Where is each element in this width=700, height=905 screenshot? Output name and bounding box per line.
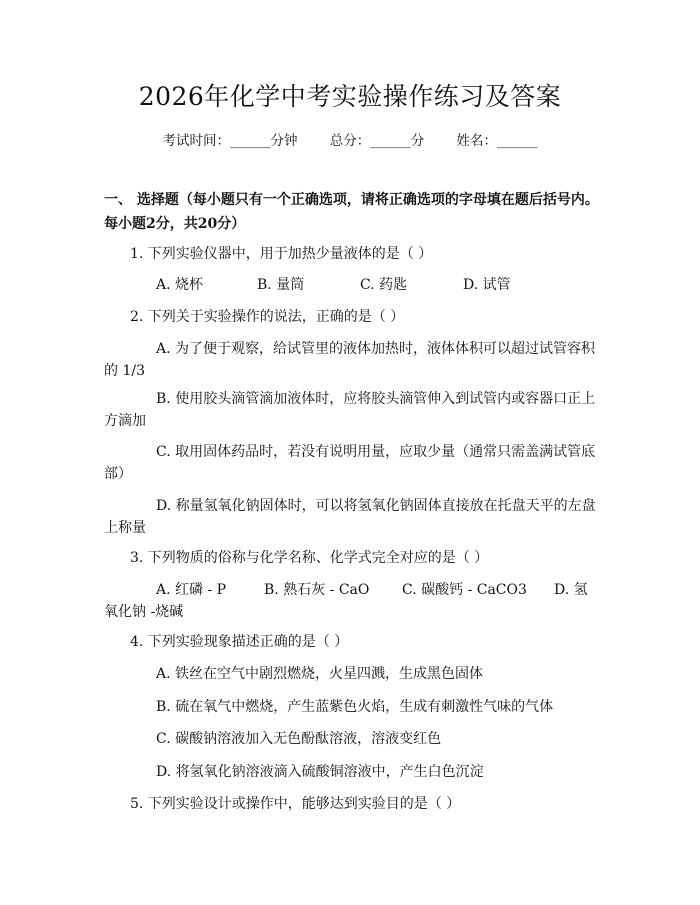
total-score-field: 总分：______分 xyxy=(329,133,425,149)
question-3-stem: 3. 下列物质的俗称与化学名称、化学式完全对应的是（ ） xyxy=(130,550,489,566)
option-b: B. 熟石灰 - CaO xyxy=(264,582,370,598)
question-2-option-b-cont: 方滴加 xyxy=(104,413,146,429)
option-c: C. 碳酸钙 - CaCO3 xyxy=(402,582,527,598)
question-2-stem: 2. 下列关于实验操作的说法，正确的是（ ） xyxy=(130,309,405,325)
question-5-stem: 5. 下列实验设计或操作中，能够达到实验目的是（ ） xyxy=(130,796,461,812)
question-1-stem: 1. 下列实验仪器中，用于加热少量液体的是（ ） xyxy=(130,246,433,262)
question-3-options xyxy=(156,580,588,600)
section-heading-cont: 每小题2分，共20分） xyxy=(104,216,246,232)
question-2-option-a-cont: 的 1/3 xyxy=(104,363,145,379)
question-4-stem: 4. 下列实验现象描述正确的是（ ） xyxy=(130,634,349,650)
option-d: D. 试管 xyxy=(463,277,511,293)
question-4-option-b: B. 硫在氧气中燃烧，产生蓝紫色火焰，生成有刺激性气味的气体 xyxy=(156,699,554,715)
option-d: D. 氢 xyxy=(554,582,588,598)
exam-meta xyxy=(0,131,700,151)
question-4-option-d: D. 将氢氧化钠溶液滴入硫酸铜溶液中，产生白色沉淀 xyxy=(156,764,484,780)
student-name-field: 姓名：______ xyxy=(456,133,538,149)
question-2-option-a: A. 为了便于观察，给试管里的液体加热时，液体体积可以超过试管容积 xyxy=(156,341,596,357)
option-a: A. 烧杯 xyxy=(156,277,204,293)
question-1-options xyxy=(156,275,511,295)
question-2-option-b: B. 使用胶头滴管滴加液体时，应将胶头滴管伸入到试管内或容器口正上 xyxy=(156,391,596,407)
option-b: B. 量筒 xyxy=(257,277,305,293)
exam-time-field: 考试时间：______分钟 xyxy=(162,133,298,149)
question-3-option-d-cont: 氧化钠 -烧碱 xyxy=(104,604,184,620)
page-title: 2026年化学中考实验操作练习及答案 xyxy=(138,82,562,111)
question-2-option-c-cont: 部） xyxy=(104,466,132,482)
option-a: A. 红磷 - P xyxy=(156,582,227,598)
option-c: C. 药匙 xyxy=(360,277,408,293)
question-2-option-d: D. 称量氢氧化钠固体时，可以将氢氧化钠固体直接放在托盘天平的左盘 xyxy=(156,498,596,514)
question-2-option-c: C. 取用固体药品时，若没有说明用量，应取少量（通常只需盖满试管底 xyxy=(156,444,596,460)
question-4-option-a: A. 铁丝在空气中剧烈燃烧，火星四溅，生成黑色固体 xyxy=(156,666,484,682)
question-4-option-c: C. 碳酸钠溶液加入无色酚酞溶液，溶液变红色 xyxy=(156,731,442,747)
question-2-option-d-cont: 上称量 xyxy=(104,520,146,536)
section-heading: 一、 选择题（每小题只有一个正确选项，请将正确选项的字母填在题后括号内。 xyxy=(104,192,599,208)
